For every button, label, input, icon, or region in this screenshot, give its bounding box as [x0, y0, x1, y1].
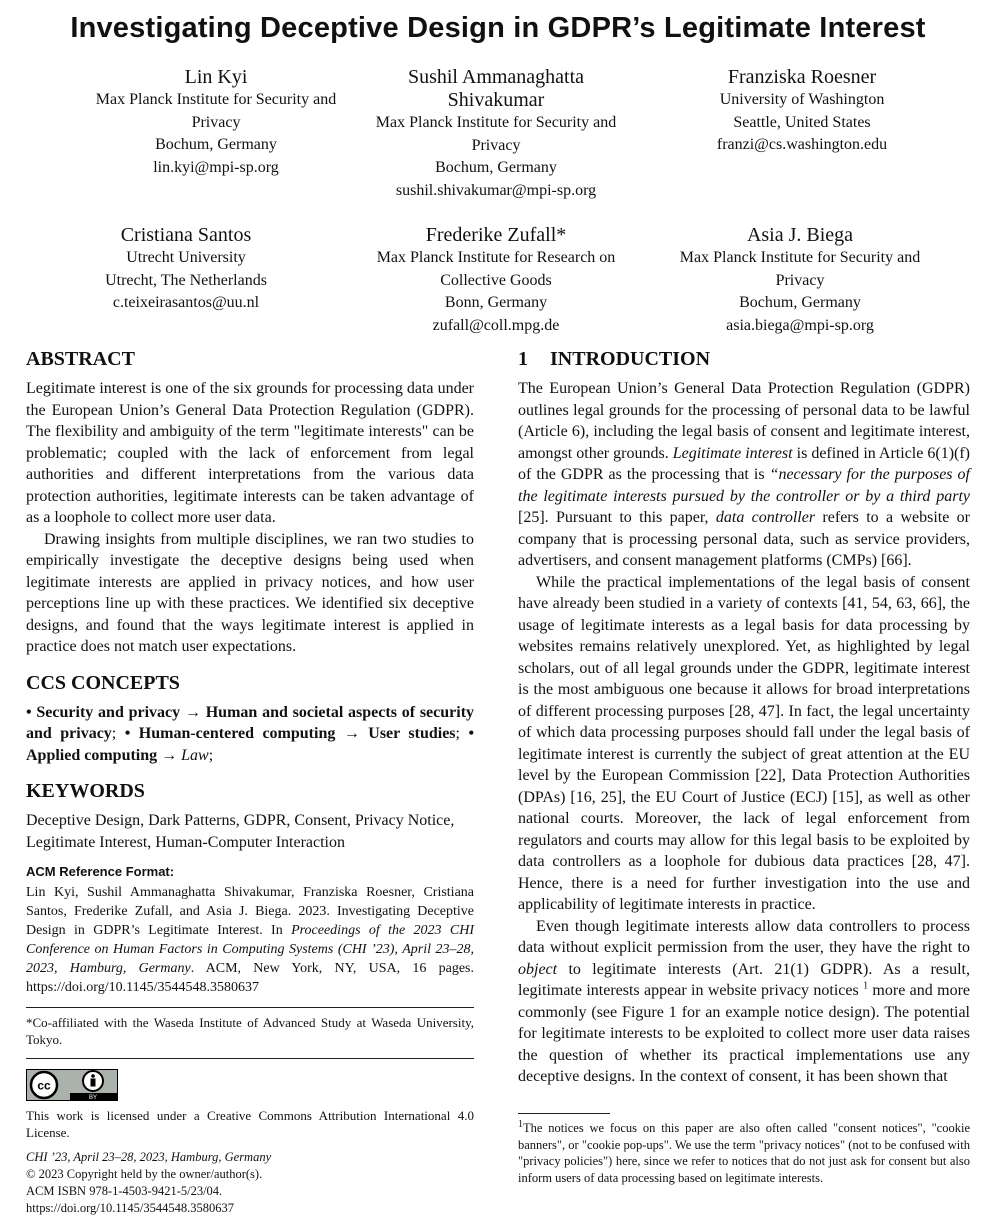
author-location: Bochum, Germany: [739, 294, 861, 311]
affiliation-footnote: *Co-affiliated with the Waseda Institute of Advanced Study at Waseda University, Tokyo.: [26, 1015, 474, 1047]
footnote-rule: [518, 1113, 610, 1114]
keywords-heading: KEYWORDS: [26, 780, 145, 802]
author-email: c.teixeirasantos@uu.nl: [112, 294, 260, 311]
abstract-paragraph: Drawing insights from multiple disciplines, we ran two studies to empirically investigate the deceptive designs being used when legitimate interests are applied in privacy notices, and how user perceptions line up with these practices. We identified six deceptive designs, and found that the ways legitimate interest is applied in practice does not match user expectations.: [26, 530, 474, 655]
author-affiliation: Collective Goods: [440, 271, 552, 289]
author-block: [36, 224, 336, 315]
author-affiliation: Privacy: [191, 113, 241, 131]
abstract-paragraph: Legitimate interest is one of the six grounds for processing data under the European Union’s General Data Protection Regulation (GDPR). The flexibility and ambiguity of the term "legitimate interests" can be problematic; coupled with the lack of enforcement from legal authorities and different interpretations from the various data protection authorities, legitimate interests can be taken advantage of as a loophole to collect more user data.: [26, 380, 474, 526]
intro-paragraph: Even though legitimate interests allow data controllers to process data without explicit permission from the user, they have the right to object to legitimate interests (Art. 21(1) GDPR). As a result, legitimate interests appear in website privacy notices $^1$ more and more commonly (see Figure 1 for an example notice design). The potential for legitimate interests to be exploited to collect more user data raises the question of whether its practical implementations use any deceptive designs. In the context of consent, it has been shown that: [518, 917, 970, 1085]
ccs-concepts: • Security and privacy → Human and societal aspects of security and privacy; • Human-centered computing → User studies; • Applied computing → Law;: [26, 703, 475, 764]
ccs-heading: CCS CONCEPTS: [26, 671, 180, 694]
author-affiliation: Max Planck Institute for Security and: [375, 114, 617, 131]
author-location: Utrecht, The Netherlands: [105, 271, 267, 289]
page-footnote: [518, 1113, 970, 1186]
author-name: Lin Kyi: [184, 66, 248, 88]
intro-paragraph: The European Union’s General Data Protection Regulation (GDPR) outlines legal grounds for the processing of personal data to be lawful (Article 6), including the legal basis of consent and legitimate interest, amongst other grounds. Legitimate interest is defined in Article 6(1)(f) of the GDPR as the processing that is “necessary for the purposes of the legitimate interests pursued by the controller or by a third party [25]. Pursuant to this paper, data controller refers to a website or company that is processing personal data, such as service providers, advertisers, and consent management platforms (CMPs) [66].: [518, 380, 971, 569]
keywords-text: Deceptive Design, Dark Patterns, GDPR, Consent, Privacy Notice, Legitimate Interest, Human-Computer Interaction: [26, 812, 455, 851]
license-text: This work is licensed under a Creative Commons Attribution International 4.0 License.: [26, 1108, 474, 1140]
author-name: Frederike Zufall*: [425, 224, 567, 246]
author-affiliation: Max Planck Institute for Security and: [679, 249, 921, 266]
author-affiliation: Privacy: [471, 136, 521, 154]
acm-reference: Lin Kyi, Sushil Ammanaghatta Shivakumar, Franziska Roesner, Cristiana Santos, Frederike Zufall, and Asia J. Biega. 2023. Investigating Deceptive Design in GDPR’s Legitimate Interest. In Proceedings of the 2023 CHI Conference on Human Factors in Computing Systems (CHI ’23), April 23–28, 2023, Hamburg, Germany. ACM, New York, NY, USA, 16 pages. https://doi.org/10.1145/3544548.3580637: [26, 885, 474, 995]
author-block: [340, 224, 652, 337]
author-location: Bochum, Germany: [155, 136, 277, 153]
author-name: Franziska Roesner: [727, 66, 877, 88]
author-email: zufall@coll.mpg.de: [432, 316, 560, 334]
author-email: franzi@cs.washington.edu: [716, 136, 888, 153]
footnote-rule: [26, 1007, 474, 1008]
author-affiliation: Max Planck Institute for Security and: [95, 91, 337, 108]
author-email: asia.biega@mpi-sp.org: [726, 316, 874, 334]
author-block: [644, 224, 956, 337]
acm-reference-heading: ACM Reference Format:: [26, 864, 175, 879]
author-name: Shivakumar: [447, 89, 545, 111]
author-email: lin.kyi@mpi-sp.org: [153, 158, 279, 176]
right-column: [518, 346, 970, 1088]
author-location: Bochum, Germany: [435, 159, 557, 176]
svg-text:BY: BY: [88, 1095, 98, 1101]
cc-by-license-icon[interactable]: [26, 1069, 118, 1101]
author-name: Sushil Ammanaghatta: [407, 66, 585, 88]
left-column: [26, 346, 474, 1217]
author-block: [326, 66, 666, 202]
author-email: sushil.shivakumar@mpi-sp.org: [395, 181, 597, 199]
abstract-heading: ABSTRACT: [26, 348, 135, 370]
author-name: Cristiana Santos: [120, 224, 252, 246]
introduction-heading: 1 INTRODUCTION: [518, 348, 711, 370]
footnote-text: $^1$The notices we focus on this paper are also often called "consent notices", "cookie banners", or "cookie pop-ups". We use the term "privacy notices" (not to be confused with "privacy policies") here, since we refer to notices that do not just ask for consent but also inform users of data processing based on legitimate interests.: [518, 1118, 970, 1185]
author-location: Seattle, United States: [733, 113, 871, 131]
paper-title: Investigating Deceptive Design in GDPR’s Legitimate Interest: [70, 12, 926, 44]
author-affiliation: Max Planck Institute for Research on: [376, 249, 616, 266]
author-name: Asia J. Biega: [746, 224, 854, 246]
author-affiliation: Privacy: [775, 271, 825, 289]
license-rule: [26, 1058, 474, 1059]
author-affiliation: Utrecht University: [126, 249, 246, 266]
author-affiliation: University of Washington: [719, 91, 885, 108]
svg-text:cc: cc: [37, 1078, 51, 1093]
author-location: Bonn, Germany: [444, 294, 548, 311]
intro-paragraph: While the practical implementations of the legal basis of consent have already been studied in a variety of contexts [41, 54, 63, 66], the usage of legitimate interests as a legal basis for data processing by websites remains relatively unexplored. Yet, as highlighted by legal scholars, out of all legal grounds under the GDPR, legitimate interest is the most ambiguous one because it allows for broad interpretations of different processing purposes [28, 47]. In fact, the legal uncertainty of which data processing purposes should fall under the legal basis of legitimate interest is currently the subject of great attention at the EU level by the European Commission [22], Data Protection Authorities (DPAs) [16, 25], the EU Court of Justice (ECJ) [15], as well as other national courts. Moreover, the lack of legal enforcement from regulators and courts may allow for this legal basis to be exploited by data controllers as a loophole for dubious data practices [28, 47]. Hence, there is a need for further investigation into the use and applicability of legitimate interests in practice.: [518, 573, 970, 913]
footnote-marker: 1: [863, 980, 869, 992]
conference-info: CHI ’23, April 23–28, 2023, Hamburg, Germany © 2023 Copyright held by the owner/author(s). ACM ISBN 978-1-4503-9421-5/23/04. https://doi.org/10.1145/3544548.3580637: [26, 1150, 272, 1215]
author-block: [652, 66, 952, 157]
